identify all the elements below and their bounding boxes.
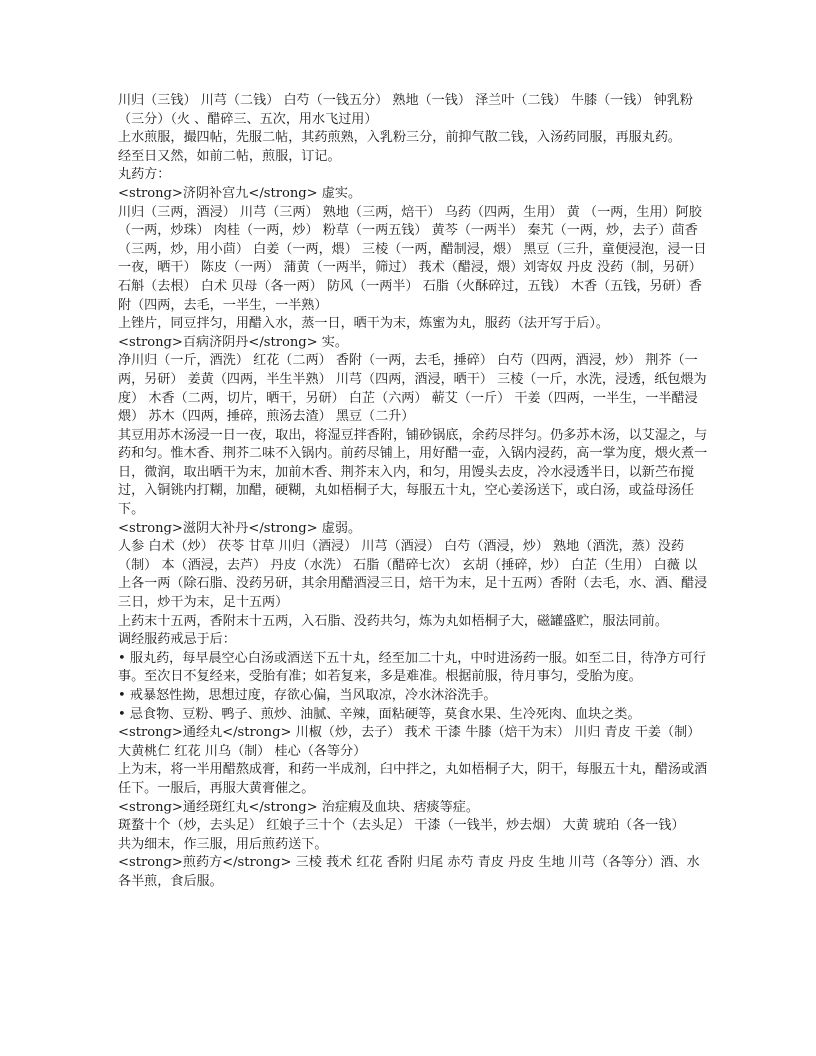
list-item: • 服丸药，每早晨空心白汤或酒送下五十丸，经至加二十丸，中时进汤药一服。如至二日，待净方可行事。至次日不复经来，受胎有准；如若复来，多是难准。根据前服，待月事匀，受胎为度。 <box>118 650 707 685</box>
paragraph: 经至日又然，如前二帖，煎服，订记。 <box>118 148 341 164</box>
paragraph: 上药末十五两，香附末十五两，入石脂、没药共匀，炼为丸如梧桐子大，磁罐盛贮，服法同前。 <box>118 613 668 629</box>
paragraph: 上锉片，同豆拌匀，用醋入水，蒸一日，晒干为末，炼蜜为丸，服药（法开写于后）。 <box>118 316 610 332</box>
paragraph: 上水煎服，撮四帖，先服二帖，其药煎熟，入乳粉三分，前抑气散二钱，入汤药同服，再服丸药。 <box>118 130 682 146</box>
paragraph: 净川归（一斤，酒洗） 红花（二两） 香附（一两，去毛，捶碎） 白芍（四两，酒浸，炒） 荆芥（一两，另研） 姜黄（四两，半生半熟） 川芎（四两，酒浸，晒干） 三棱（一斤，水洗，浸透，纸包煨为度） 木香（二两，切片，晒干，另研） 白芷（六两） 蕲艾（一斤） 干姜（四两，一半生，一半醋浸煨） 苏木（四两，捶碎，煎汤去渣） 黑豆（二升） <box>118 353 707 425</box>
list-item: • 戒暴怒性拗，思想过度，存欲心偏，当风取凉，冷水沐浴洗手。 <box>118 688 497 703</box>
document-body <box>118 92 708 892</box>
paragraph: 人参 白术（炒） 茯苓 甘草 川归（酒浸） 川芎（酒浸） 白芍（酒浸，炒） 熟地（酒洗，蒸）没药（制） 本（酒浸，去芦） 丹皮（水洗） 石脂（醋碎七次） 玄胡（捶碎，炒） 白芷（生用） 白薇 以上各一两（除石脂、没药另研，其余用醋酒浸三日，焙干为末，足十五两）香附（去毛，水、酒、醋浸三日，炒干为末，足十五两） <box>118 539 708 611</box>
recipe-title: <strong>通经丸</strong> 川椒（炒，去子） 莪术 干漆 牛膝（焙干为末） 川归 青皮 干姜（制） 大黄桃仁 红花 川乌（制） 桂心（各等分） <box>118 725 701 759</box>
paragraph: 其豆用苏木汤浸一日一夜，取出，将湿豆拌香附，铺砂锅底，余药尽拌匀。仍多苏木汤，以艾湿之，与药和匀。惟木香、荆芥二味不入锅内。前药尽铺上，用好醋一壶，入锅内浸药，高一掌为度，煨火煮一日，微润，取出晒干为末，加前木香、荆芥末入内，和匀，用馒头去皮，冷水浸透半日，以新苎布搅过，入铜铫内打糊，加醋，硬糊，丸如梧桐子大，每服五十丸，空心姜汤送下，或白汤，或益母汤任下。 <box>118 427 708 518</box>
paragraph: 上为末，将一半用醋熬成膏，和药一半成剂，臼中拌之，丸如梧桐子大，阴干，每服五十丸，醋汤或酒任下。一服后，再服大黄膏催之。 <box>118 762 708 796</box>
list-item: • 忌食物、豆粉、鸭子、煎炒、油腻、辛辣，面粘硬等，莫食水果、生冷死肉、血块之类。 <box>118 706 641 722</box>
section-heading: 丸药方： <box>118 167 171 183</box>
paragraph: 川归（三钱） 川芎（二钱） 白芍（一钱五分） 熟地（一钱） 泽兰叶（二钱） 牛膝（一钱） 钟乳粉（三分）（火 、醋碎三、五次，用水飞过用） <box>118 93 693 127</box>
recipe-title: <strong>滋阴大补丹</strong> 虚弱。 <box>118 520 362 536</box>
paragraph: 共为细末，作三服，用后煎药送下。 <box>118 836 328 852</box>
paragraph: 川归（三两，酒浸） 川芎（三两） 熟地（三两，焙干） 乌药（四两，生用） 黄 （一两，生用）阿胶（一两，炒珠） 肉桂（一两，炒） 粉草（一两五钱） 黄芩（一两半） 秦艽（一两，炒，去子）茴香（三两，炒，用小茴） 白姜（一两，煨） 三棱（一两，醋制浸，煨） 黑豆（三升，童便浸泡，浸一日一夜，晒干） 陈皮（一两） 蒲黄（一两半，筛过） 莪术（醋浸，煨）刘寄奴 丹皮 没药（制，另研）石斛（去根） 白术 贝母（各一两） 防风（一两半） 石脂（火酥碎过，五钱） 木香（五钱，另研）香附（四两，去毛，一半生，一半熟） <box>118 204 707 313</box>
recipe-title: <strong>通经斑红丸</strong> 治症瘕及血块、痞痰等症。 <box>118 799 479 815</box>
paragraph: 斑蝥十个（炒，去头足） 红娘子三十个（去头足） 干漆（一钱半，炒去烟） 大黄 琥珀（各一钱） <box>118 818 685 834</box>
recipe-title: <strong>煎药方</strong> 三棱 莪术 红花 香附 归尾 赤芍 青皮 丹皮 生地 川芎（各等分）酒、水各半煎，食后服。 <box>118 855 700 889</box>
recipe-title: <strong>济阴补宫九</strong> 虚实。 <box>118 185 362 201</box>
section-heading: 调经服药戒忌于后： <box>118 632 236 648</box>
recipe-title: <strong>百病济阴丹</strong> 实。 <box>118 334 348 350</box>
